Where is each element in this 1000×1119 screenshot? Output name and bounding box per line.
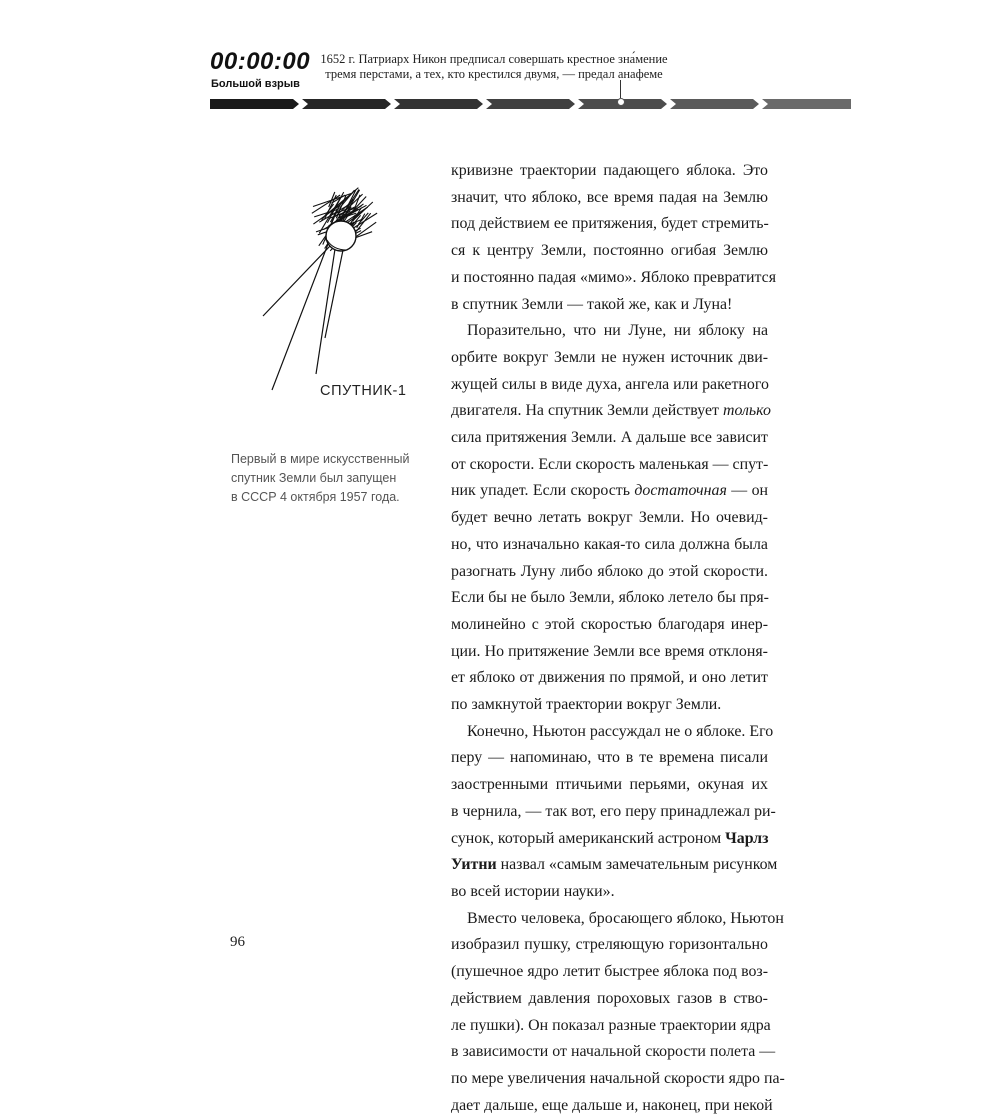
paragraph [451, 719, 778, 906]
timeline-segment [210, 99, 299, 109]
timeline-segment [302, 99, 391, 109]
text-line: дает дальше, еще дальше и, наконец, при некой [451, 1096, 773, 1114]
text-line: от скорости. Если скорость маленькая — спут- [451, 455, 769, 473]
sputnik-antenna-2 [263, 246, 330, 316]
text-line: Уитни назвал «самым замечательным рисунком [451, 856, 778, 874]
text-line: ник упадет. Если скорость достаточная — он [451, 482, 769, 500]
sputnik-antenna-1 [272, 244, 328, 390]
timeline-time: 00:00:00 [210, 48, 311, 75]
timeline-event-text [314, 52, 674, 81]
illustration-label: СПУТНИК-1 [320, 383, 407, 399]
text-line: жущей силы в виде духа, ангела или ракетного [451, 375, 769, 393]
text-line: будет вечно летать вокруг Земли. Но очевид- [451, 509, 768, 527]
timeline-marker-line [620, 80, 621, 98]
timeline-segment [762, 99, 851, 109]
emphasis-bold: Уитни [451, 856, 497, 874]
text-line: в спутник Земли — такой же, как и Луна! [451, 295, 733, 313]
main-body-text [451, 158, 785, 1119]
timeline-event-line-2: тремя перстами, а тех, кто крестился двумя, — предал анафеме [325, 66, 663, 81]
text-line: разогнать Луну либо яблоко до этой скорости. [451, 562, 768, 580]
text-line: в чернила, — так вот, его перу принадлежал ри- [451, 802, 776, 820]
text-line: изобразил пушку, стреляющую горизонтально [451, 936, 768, 954]
text-line: и постоянно падая «мимо». Яблоко превратится [451, 268, 777, 286]
text-line: значит, что яблоко, все время падая на Землю [451, 188, 768, 206]
emphasis-italic: только [722, 402, 771, 420]
caption-line: Первый в мире искусственный [231, 452, 410, 466]
text-line: во всей истории науки». [451, 882, 615, 900]
text-line: кривизне траектории падающего яблока. Это [451, 162, 768, 179]
text-line: молинейно с этой скоростью благодаря инер- [451, 615, 768, 633]
text-line: под действием ее притяжения, будет стремить- [451, 215, 769, 233]
text-line: Вместо человека, бросающего яблоко, Ньютон [467, 909, 784, 927]
text-line: Поразительно, что ни Луне, ни яблоку на [467, 322, 769, 340]
text-line: орбите вокруг Земли не нужен источник дви- [451, 348, 768, 366]
text-line: Конечно, Ньютон рассуждал не о яблоке. Его [467, 722, 774, 740]
caption-line: спутник Земли был запущен [231, 471, 397, 485]
timeline-marker-dot [617, 98, 625, 106]
timeline-event-line-1: 1652 г. Патриарх Никон предписал совершать крестное зна́мение [320, 52, 668, 66]
sputnik-illustration [255, 178, 405, 403]
text-line: по замкнутой траектории вокруг Земли. [451, 696, 722, 714]
sputnik-sphere [326, 221, 356, 251]
text-line: заостренными птичьими перьями, окуная их [451, 776, 768, 794]
figure-caption [231, 450, 421, 507]
text-line: сила притяжения Земли. А дальше все зависит [451, 429, 768, 447]
paragraph [451, 158, 777, 318]
timeline-bar [210, 99, 854, 109]
text-line: (пушечное ядро летит быстрее яблока под воз- [451, 963, 768, 981]
paragraph [451, 906, 785, 1119]
timeline-segment [670, 99, 759, 109]
text-line: ет яблоко от движения по прямой, и оно летит [451, 669, 768, 687]
caption-line: в СССР 4 октября 1957 года. [231, 490, 400, 504]
text-line: двигателя. На спутник Земли действует только [451, 402, 771, 420]
text-line: действием давления пороховых газов в ство- [451, 989, 768, 1007]
text-line: в зависимости от начальной скорости полета — [451, 1043, 776, 1061]
text-line: ции. Но притяжение Земли все время отклоня- [451, 642, 768, 660]
text-line: Если бы не было Земли, яблоко летело бы пря- [451, 589, 769, 607]
page-number: 96 [230, 934, 245, 950]
timeline-segment [394, 99, 483, 109]
text-line: ся к центру Земли, постоянно огибая Землю [451, 242, 768, 260]
text-line: ле пушки). Он показал разные траектории ядра [451, 1016, 771, 1034]
text-line: по мере увеличения начальной скорости ядро па- [451, 1069, 785, 1087]
emphasis-italic: достаточная [634, 482, 727, 500]
timeline-segment [486, 99, 575, 109]
paragraph [451, 318, 771, 719]
emphasis-bold: Чарлз [725, 829, 769, 847]
text-line: сунок, который американский астроном Чарлз [451, 829, 769, 847]
timeline-era-label: Большой взрыв [211, 78, 300, 90]
text-line: перу — напоминаю, что в те времена писали [451, 749, 768, 767]
text-line: но, что изначально какая-то сила должна была [451, 535, 768, 553]
